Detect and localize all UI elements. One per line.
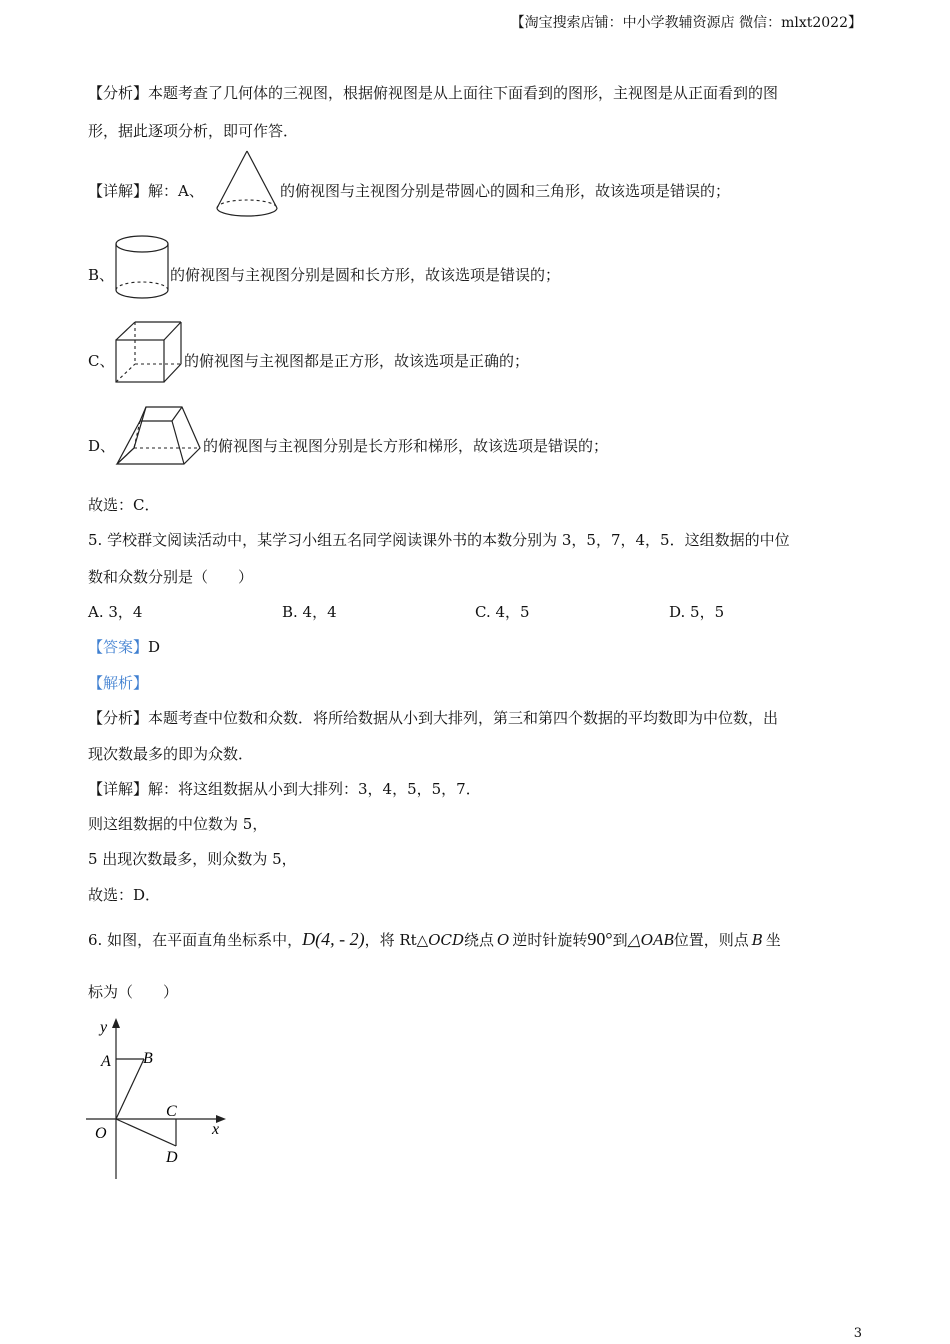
- q4-option-b-label: B、: [88, 266, 115, 284]
- label-d: D: [166, 1149, 178, 1166]
- q6-point-o: O: [497, 931, 510, 949]
- label-y: y: [100, 1019, 108, 1036]
- label-b: B: [143, 1050, 153, 1067]
- frustum-figure: [114, 404, 204, 468]
- q4-option-c-label: C、: [88, 352, 115, 370]
- q4-analysis-line2: 形，据此逐项分析，即可作答．: [88, 122, 299, 140]
- q5-detail-line1: 【详解】解：将这组数据从小到大排列：3，4，5，5，7．: [88, 780, 481, 798]
- q4-option-a-text: 的俯视图与主视图分别是带圆心的圆和三角形，故该选项是错误的；: [280, 182, 731, 200]
- segment-od: [116, 1119, 176, 1146]
- q6-point-b: B: [751, 931, 763, 949]
- label-a: A: [101, 1053, 111, 1070]
- q5-option-a: A. 3，4: [88, 603, 143, 621]
- y-axis-arrow: [112, 1018, 120, 1028]
- q6-point-d: D(4, - 2): [302, 929, 365, 949]
- q6-degree: 90°: [587, 929, 613, 949]
- label-o: O: [95, 1125, 107, 1142]
- coordinate-figure: [80, 1012, 240, 1187]
- cube-figure: [113, 320, 185, 386]
- q5-answer: [88, 636, 160, 657]
- q4-option-c-text: 的俯视图与主视图都是正方形，故该选项是正确的；: [184, 352, 530, 370]
- q6-stem-line1: [88, 929, 781, 950]
- page-header: 【淘宝搜索店铺：中小学教辅资源店 微信：mlxt2022】: [510, 15, 862, 31]
- q5-detail-line3: 5 出现次数最多，则众数为 5，: [88, 850, 297, 868]
- q6-triangle-oab: △OAB: [627, 930, 674, 949]
- q5-stem-line2: 数和众数分别是（ ）: [88, 568, 254, 586]
- q6-text-7: 坐: [765, 931, 781, 949]
- q6-text-1: 6. 如图，在平面直角坐标系中，: [88, 931, 303, 949]
- answer-value: D: [148, 638, 161, 656]
- q4-detail-prefix: 【详解】解：A、: [88, 182, 204, 200]
- page-number: 3: [853, 1326, 862, 1341]
- q5-stem-line1: 5. 学校群文阅读活动中，某学习小组五名同学阅读课外书的本数分别为 3，5，7，4，5．这组数据的中位: [88, 531, 790, 549]
- q6-text-4: 逆时针旋转: [512, 931, 588, 949]
- q6-text-5: 到: [612, 931, 628, 949]
- q6-triangle-ocd: OCD: [428, 931, 465, 949]
- label-c: C: [166, 1103, 177, 1120]
- answer-label: 【答案】: [88, 638, 149, 656]
- segment-ob: [116, 1059, 144, 1119]
- q5-conclusion: 故选：D．: [88, 886, 161, 904]
- q5-analysis-line2: 现次数最多的即为众数．: [88, 745, 254, 763]
- q5-option-c: C. 4，5: [475, 603, 530, 621]
- q4-option-d-text: 的俯视图与主视图分别是长方形和梯形，故该选项是错误的；: [203, 437, 609, 455]
- q4-option-d-label: D、: [88, 437, 116, 455]
- q4-analysis-line1: 【分析】本题考查了几何体的三视图，根据俯视图是从上面往下面看到的图形，主视图是从正面看到的图: [88, 84, 779, 102]
- q6-text-2: ，将 Rt△: [364, 931, 429, 949]
- cylinder-figure: [113, 234, 171, 302]
- q5-analysis-line1: 【分析】本题考查中位数和众数．将所给数据从小到大排列，第三和第四个数据的平均数即为中位数，出: [88, 709, 779, 727]
- q4-option-b-text: 的俯视图与主视图分别是圆和长方形，故该选项是错误的；: [170, 266, 561, 284]
- cone-figure: [214, 148, 280, 220]
- q6-stem-line2: 标为（ ）: [88, 983, 179, 1001]
- q5-option-b: B. 4，4: [282, 603, 337, 621]
- q6-text-3: 绕点: [464, 931, 495, 949]
- q5-option-d: D. 5，5: [669, 603, 725, 621]
- label-x: x: [212, 1121, 220, 1138]
- q6-text-6: 位置，则点: [673, 931, 749, 949]
- q5-jiexi-label: 【解析】: [88, 674, 149, 692]
- q5-detail-line2: 则这组数据的中位数为 5，: [88, 815, 268, 833]
- q4-conclusion: 故选：C．: [88, 496, 160, 514]
